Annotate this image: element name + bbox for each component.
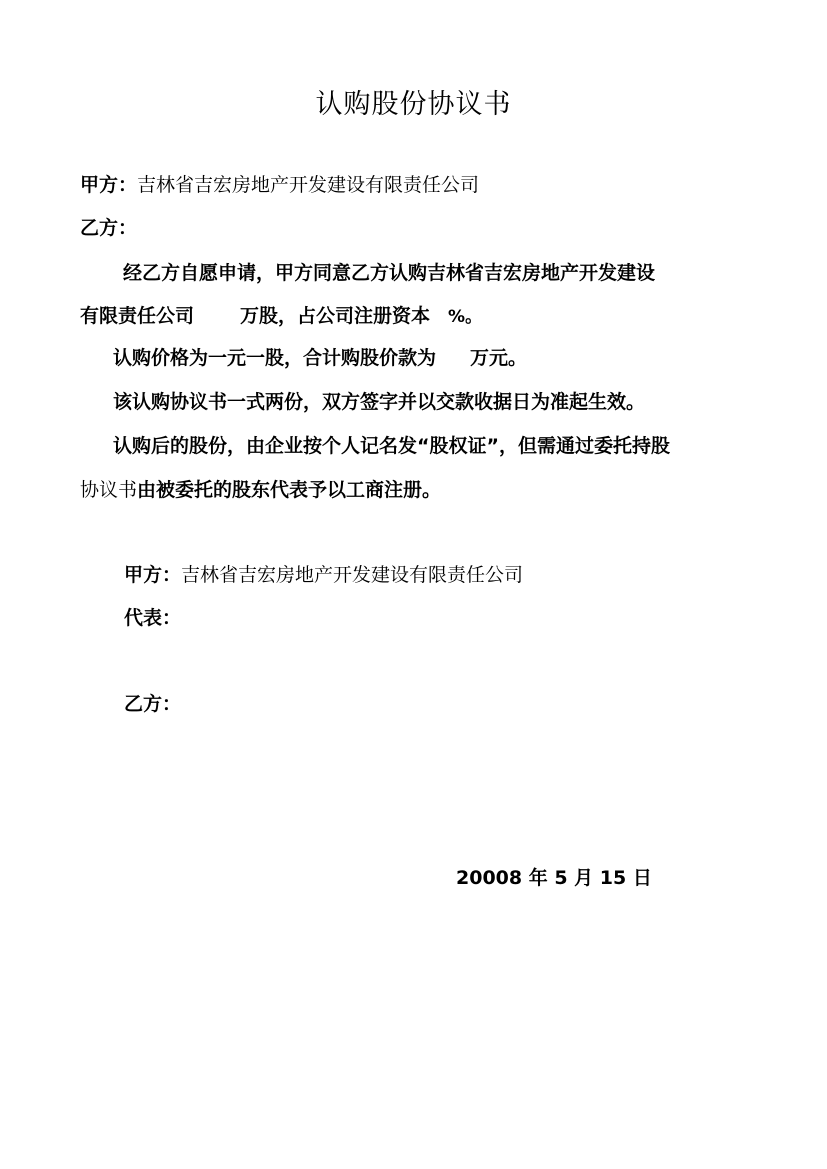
party-a-line (80, 173, 479, 197)
signature-party-a (124, 563, 523, 587)
signature-party-a-name: 吉林省吉宏房地产开发建设有限责任公司 (181, 564, 524, 586)
agreement-word: 协议书 (80, 479, 138, 501)
amount-unit: 万元。 (470, 347, 528, 369)
percent-text: %。 (448, 307, 483, 327)
company-name-suffix: 有限责任公司 (80, 305, 195, 327)
signature-party-a-label: 甲方： (124, 564, 182, 586)
price-text: 认购价格为一元一股，合计购股价款为 (113, 347, 437, 369)
paragraph-3: 该认购协议书一式两份，双方签字并以交款收据日为准起生效。 (113, 391, 646, 413)
registration-text: 由被委托的股东代表予以工商注册。 (137, 479, 442, 501)
party-a-name: 吉林省吉宏房地产开发建设有限责任公司 (137, 174, 480, 196)
document-title: 认购股份协议书 (315, 89, 512, 120)
paragraph-4-line-1: 认购后的股份，由企业按个人记名发“股权证”，但需通过委托持股 (113, 435, 670, 457)
party-a-label: 甲方： (80, 174, 138, 196)
paragraph-1-line-2 (80, 304, 482, 329)
paragraph-1-line-1: 经乙方自愿申请，甲方同意乙方认购吉林省吉宏房地产开发建设 (123, 262, 656, 284)
signature-representative: 代表： (124, 607, 182, 629)
paragraph-2 (113, 346, 527, 370)
party-b-line: 乙方： (80, 217, 138, 239)
paragraph-4-line-2 (80, 478, 441, 502)
shares-text: 万股，占公司注册资本 (240, 305, 431, 327)
signature-date: 20008 年 5 月 15 日 (456, 867, 652, 889)
signature-party-b: 乙方： (124, 693, 182, 715)
